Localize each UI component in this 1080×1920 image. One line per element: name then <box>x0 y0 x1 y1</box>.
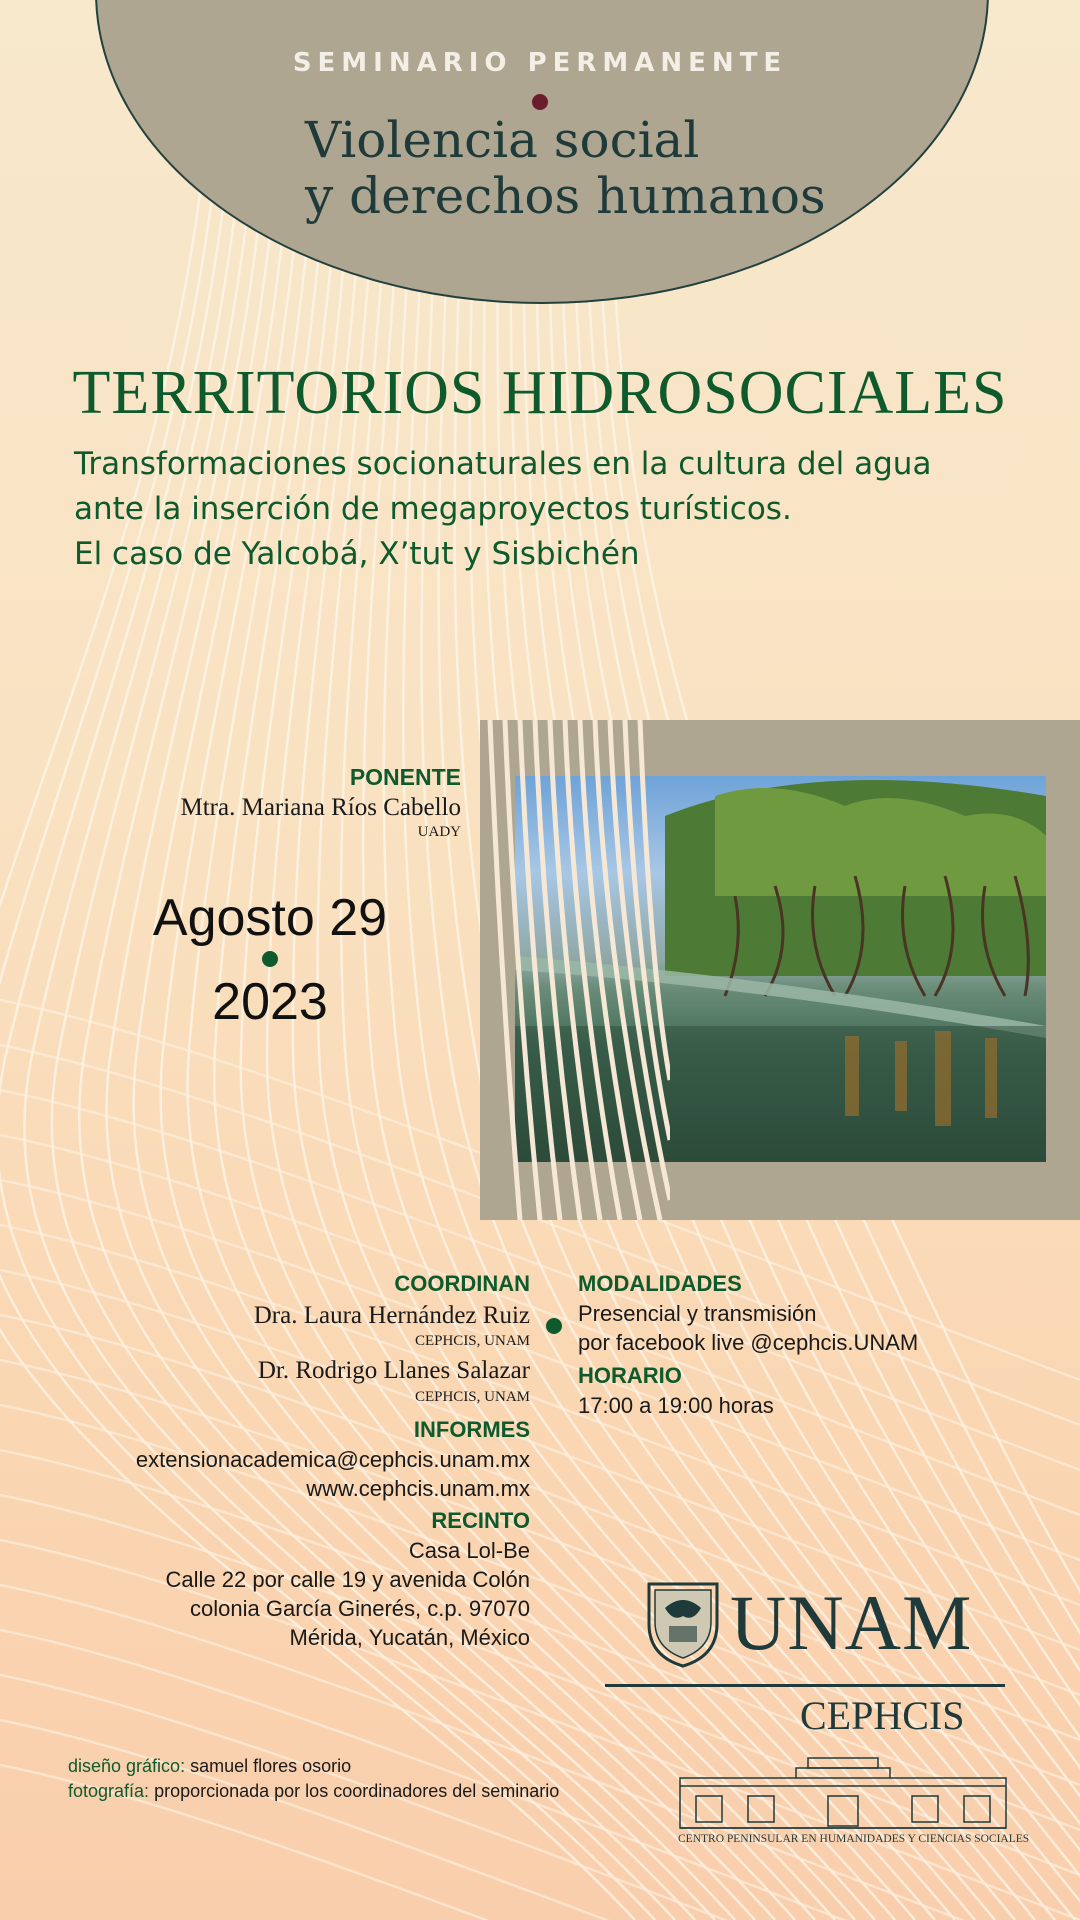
info-label: INFORMES <box>413 1417 530 1442</box>
design-credit <box>68 1756 351 1777</box>
design-credit-value: samuel flores osorio <box>190 1756 352 1776</box>
coordinator-affiliation: CEPHCIS, UNAM <box>414 1333 530 1349</box>
photo-credit <box>68 1781 559 1802</box>
seminar-title <box>305 112 865 224</box>
venue-line: colonia García Ginerés, c.p. 97070 <box>190 1596 530 1621</box>
modality-label: MODALIDADES <box>578 1271 742 1296</box>
cephcis-caption: CENTRO PENINSULAR EN HUMANIDADES Y CIENCIAS SOCIALES <box>678 1833 1030 1845</box>
logo-divider <box>605 1684 1005 1687</box>
seminar-title-line2: y derechos humanos <box>305 167 826 225</box>
schedule-value: 17:00 a 19:00 horas <box>578 1393 774 1418</box>
info-email[interactable]: extensionacademica@cephcis.unam.mx <box>135 1447 530 1472</box>
main-title: TERRITORIOS HIDROSOCIALES <box>72 359 1008 427</box>
photo-credit-key: fotografía: <box>68 1781 150 1801</box>
coordinators-label: COORDINAN <box>394 1271 530 1296</box>
coordinator-name: Dra. Laura Hernández Ruiz <box>253 1302 530 1329</box>
subtitle-line: Transformaciones socionaturales en la cultura del agua <box>74 446 932 482</box>
seminar-kicker: SEMINARIO PERMANENTE <box>292 48 788 78</box>
subtitle-line: El caso de Yalcobá, X’tut y Sisbichén <box>74 536 640 572</box>
modality-line: Presencial y transmisión <box>578 1301 817 1326</box>
date-dot <box>262 951 278 967</box>
info-dot <box>546 1318 562 1334</box>
date-month-day: Agosto 29 <box>152 889 388 947</box>
wave-line <box>0 1180 1080 1560</box>
venue-label: RECINTO <box>431 1508 530 1533</box>
speaker-institution: UADY <box>417 824 461 840</box>
unam-logo-text: UNAM <box>730 1579 973 1666</box>
photo-credit-value: proporcionada por los coordinadores del seminario <box>154 1781 560 1801</box>
design-credit-key: diseño gráfico: <box>68 1756 186 1776</box>
subtitle <box>74 442 1034 577</box>
coordinator-affiliation: CEPHCIS, UNAM <box>414 1389 530 1405</box>
seminar-title-line1: Violencia social <box>305 111 700 169</box>
speaker-name: Mtra. Mariana Ríos Cabello <box>180 794 461 821</box>
unam-shield-icon <box>645 1578 721 1668</box>
venue-line: Mérida, Yucatán, México <box>289 1625 530 1650</box>
cephcis-logo-text: CEPHCIS <box>800 1693 965 1738</box>
speaker-label: PONENTE <box>349 764 461 790</box>
modality-line: por facebook live @cephcis.UNAM <box>578 1330 919 1355</box>
header-dot <box>532 94 548 110</box>
coordinator-name: Dr. Rodrigo Llanes Salazar <box>257 1357 530 1384</box>
date-year: 2023 <box>212 973 328 1031</box>
venue-line: Casa Lol-Be <box>408 1538 530 1563</box>
info-website[interactable]: www.cephcis.unam.mx <box>306 1476 530 1501</box>
venue-line: Calle 22 por calle 19 y avenida Colón <box>165 1567 530 1592</box>
subtitle-line: ante la inserción de megaproyectos turísticos. <box>74 491 792 527</box>
photo-stripes-decoration <box>480 720 670 1220</box>
schedule-label: HORARIO <box>578 1363 682 1388</box>
cephcis-building-icon <box>678 1748 1008 1830</box>
